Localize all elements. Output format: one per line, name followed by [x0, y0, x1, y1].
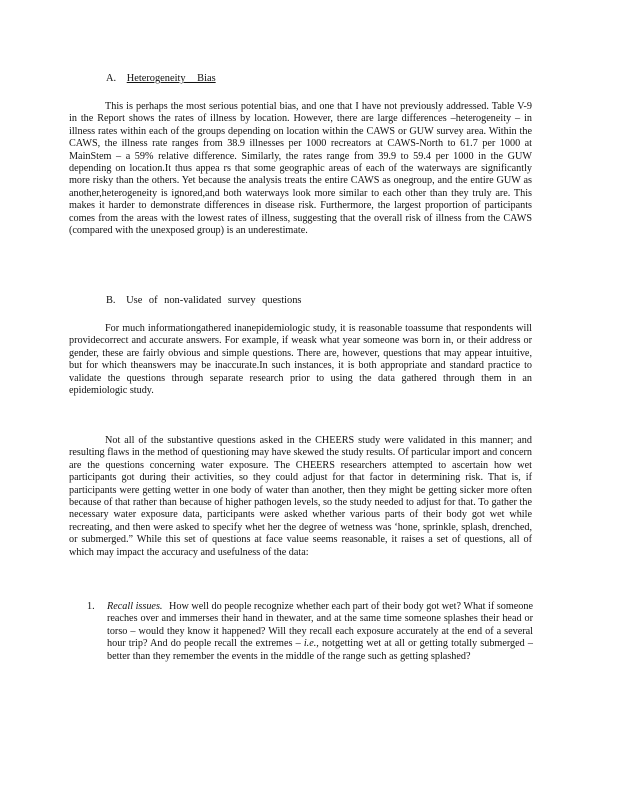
section-b-paragraph-1: For much informationgathered inanepidemiologic study, it is reasonable toassume that respondents will providecorrect and accurate answers. For example, if weask what year someone was born in, or their address or gender, these are fairly obvious and simple questions. There are, however, questions that may appear intuitive, but for which theanswers may be inaccurate.In such instances, it is both appropriate and standard practice to validate the questions through separate research prior to using the data gathered through them in an epidemiologic study. — [69, 323, 532, 397]
list-item — [87, 601, 533, 663]
section-b-title: Use of non-validated survey questions — [126, 295, 302, 306]
list-item-term: Recall issues. — [107, 601, 163, 612]
section-b-letter: B. — [106, 295, 116, 306]
section-a-paragraph: This is perhaps the most serious potential bias, and one that I have not previously addressed. Table V-9 in the Report shows the rates of illness by location. However, there are large differences –heterogeneity – in illness rates within each of the groups depending on location within the CAWS or GUW survey area. Within the CAWS, the illness rate ranges from 38.9 illnesses per 1000 recreators at CAWS-North to 61.7 per 1000 at MainStem – a 59% relative difference. Similarly, the rates range from 39.9 to 59.4 per 1000 in the GUW depending on location.It thus appea rs that some geographic areas of each of the waterways are significantly more risky than the others. Yet because the analysis treats the entire CAWS as onegroup, and the entire GUW as another,heterogeneity is ignored,and both waterways look more similar to each other than they truly are. This makes it harder to demonstrate differences in disease risk. Furthermore, the largest proportion of participants comes from the areas with the lowest rates of illness, suggesting that the overall risk of illness from the CAWS (compared with the unexposed group) is an underestimate. — [69, 101, 532, 237]
list-item-number: 1. — [87, 601, 95, 612]
list-item-latin: i.e., — [303, 638, 319, 650]
section-a-heading — [106, 73, 216, 85]
list-item-text: How well do people recognize whether each part of their body got wet? What if someone reaches over and immerses their hand in thewater, and at the same time someone splashes their head or torso – would they know it happened? Will they recall each exposure accurately at the end of a several hour trip? And do people recall the extremes – — [107, 601, 533, 650]
list-item-text-continued: notgetting wet at all or getting totally submerged – better than they remember the events in the middle of the range such as getting splashed? — [107, 638, 533, 662]
section-a-title: Heterogeneity Bias — [126, 73, 216, 84]
recall-issues-list — [87, 601, 533, 663]
section-a-letter: A. — [106, 73, 117, 84]
section-b-paragraph-2: Not all of the substantive questions asked in the CHEERS study were validated in this manner; and resulting flaws in the method of questioning may have skewed the study results. Of particular import and concern are the questions concerning water exposure. The CHEERS researchers attempted to ascertain how wet participants got during their activities, so they could adjust for that factor in determining risk. That is, if participants were getting wetter in one body of water than another, then they might be getting sicker more often because of that rather than because of higher pathogen levels, so the study needed to adjust for that. To gather the necessary water exposure data, participants were asked whether various parts of their body got wet while recreating, and then were asked to specify whet her the degree of wetness was ‘hone, sprinkle, splash, drenched, or submerged.” While this set of questions at face value seems reasonable, it raises a set of questions, all of which may impact the accuracy and usefulness of the data: — [69, 435, 532, 558]
section-b-heading — [106, 295, 301, 307]
